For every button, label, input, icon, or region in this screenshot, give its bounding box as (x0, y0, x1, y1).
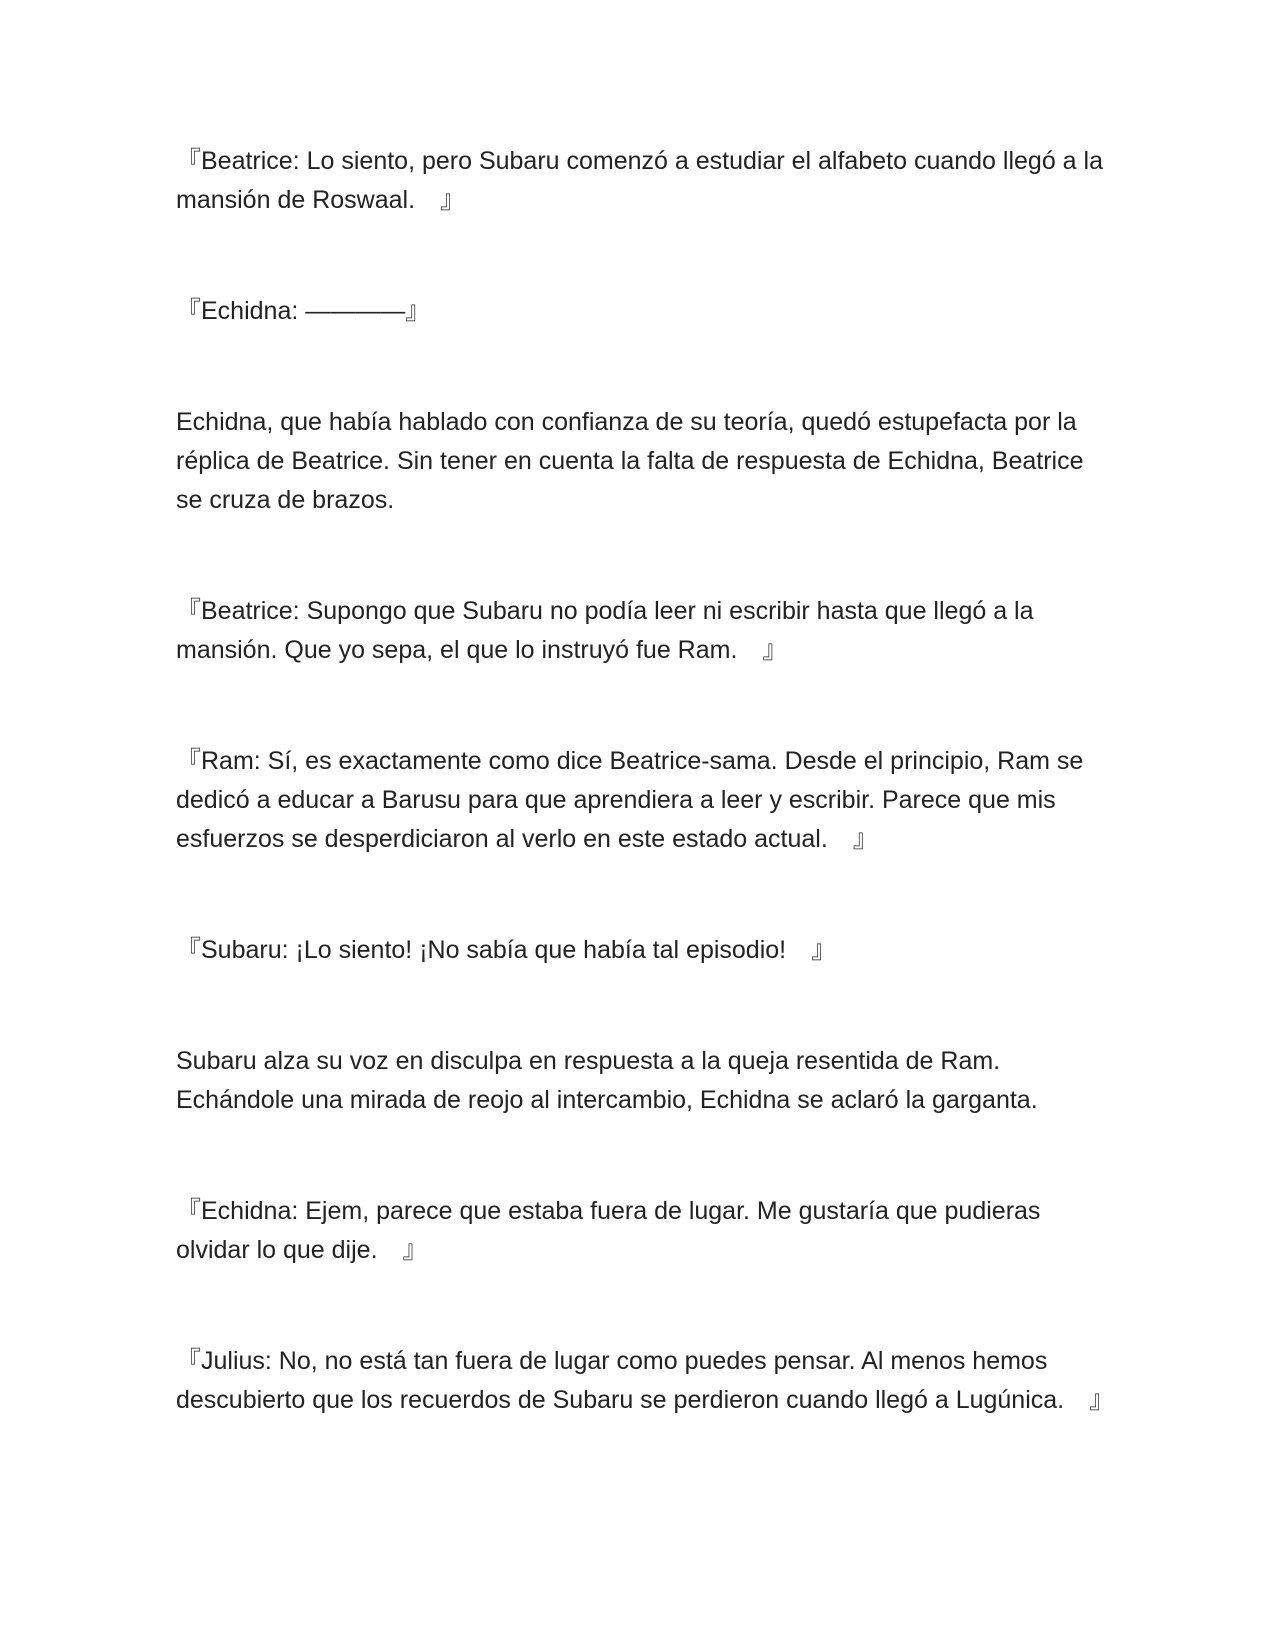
dialogue-echidna-2: 『Echidna: Ejem, parece que estaba fuera de lugar. Me gustaría que pudieras olvidar lo que dije. 』 (176, 1197, 1041, 1264)
dialogue-subaru-1: 『Subaru: ¡Lo siento! ¡No sabía que había tal episodio! 』 (176, 936, 837, 964)
document-body (176, 142, 1115, 1420)
dialogue-echidna-1: 『Echidna: ――――』 (176, 297, 431, 325)
dialogue-ram-1: 『Ram: Sí, es exactamente como dice Beatrice-sama. Desde el principio, Ram se dedicó a educar a Barusu para que aprendiera a leer y escribir. Parece que mis esfuerzos se desperdiciaron al verlo en este estado actual. 』 (176, 747, 1084, 853)
dialogue-beatrice-1: 『Beatrice: Lo siento, pero Subaru comenzó a estudiar el alfabeto cuando llegó a la mansión de Roswaal. 』 (176, 147, 1103, 214)
dialogue-julius-1: 『Julius: No, no está tan fuera de lugar como puedes pensar. Al menos hemos descubierto que los recuerdos de Subaru se perdieron cuando llegó a Lugúnica. 』 (176, 1347, 1115, 1414)
dialogue-beatrice-2: 『Beatrice: Supongo que Subaru no podía leer ni escribir hasta que llegó a la mansión. Que yo sepa, el que lo instruyó fue Ram. 』 (176, 597, 1034, 664)
narration-2: Subaru alza su voz en disculpa en respuesta a la queja resentida de Ram. Echándole una mirada de reojo al intercambio, Echidna se aclaró la garganta. (176, 1047, 1038, 1114)
narration-1: Echidna, que había hablado con confianza de su teoría, quedó estupefacta por la réplica de Beatrice. Sin tener en cuenta la falta de respuesta de Echidna, Beatrice se cruza de brazos. (176, 408, 1084, 514)
